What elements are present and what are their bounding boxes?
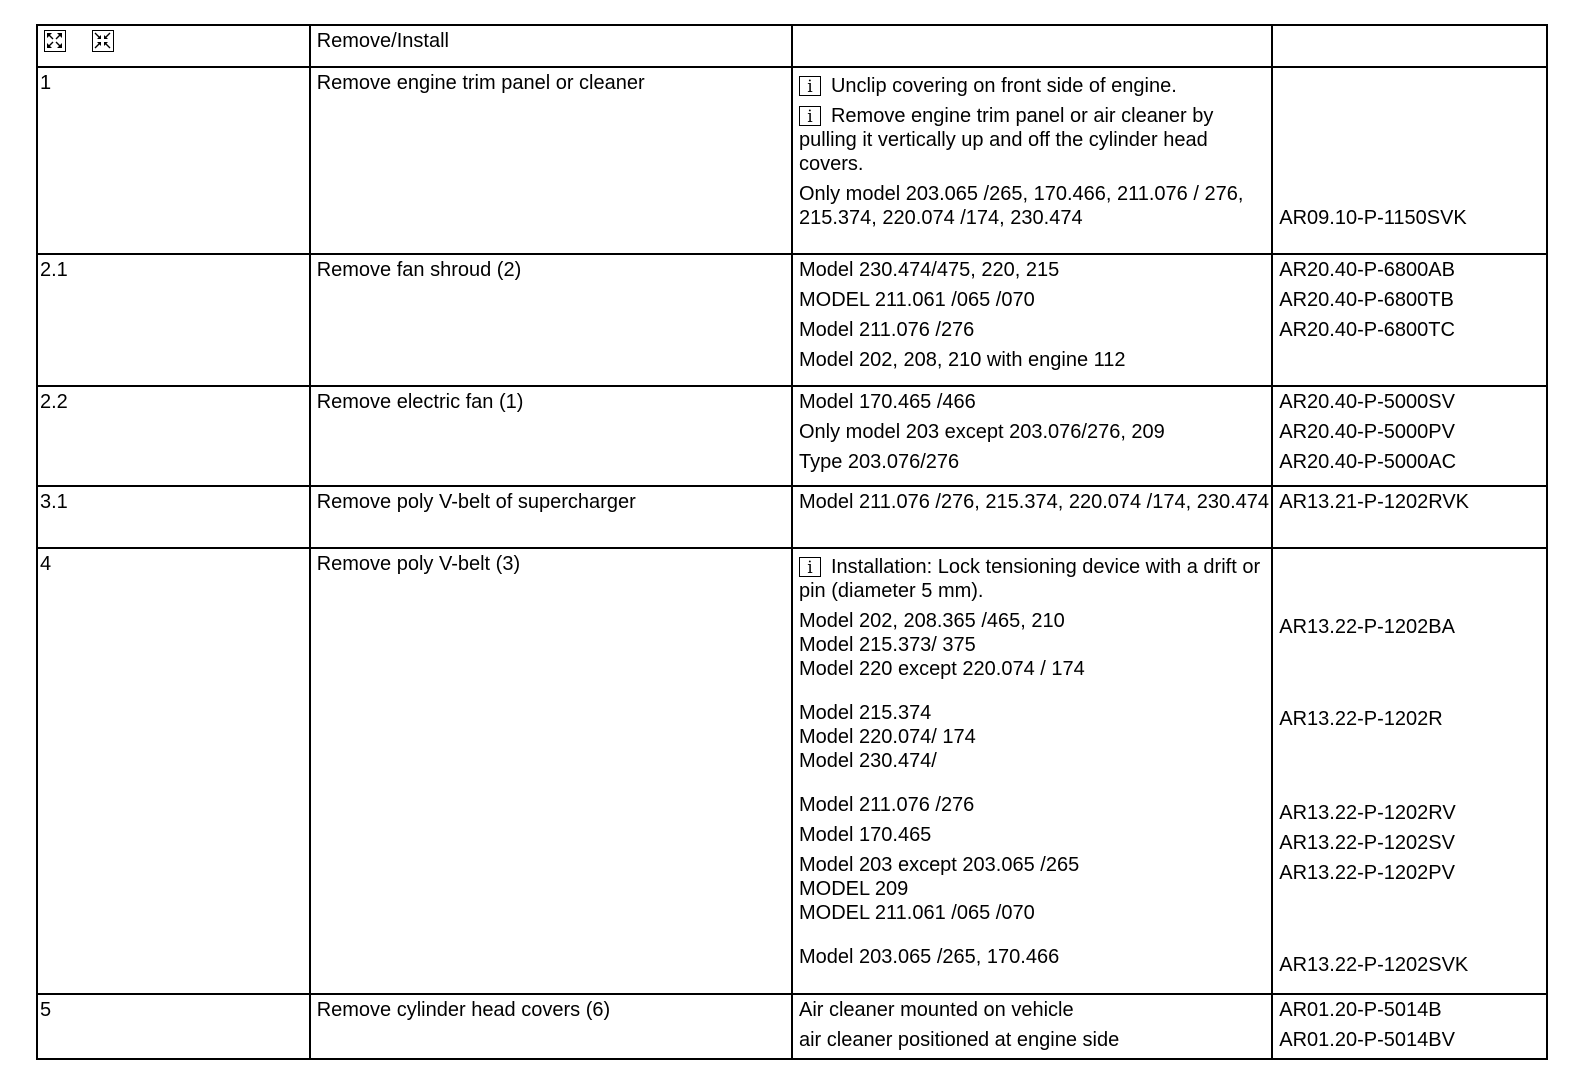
reference-link[interactable]: AR13.22-P-1202SV [1279, 832, 1455, 854]
operation-text: Remove electric fan (1) [316, 391, 524, 413]
reference-link[interactable]: AR13.22-P-1202PV [1279, 862, 1455, 884]
note-text: air cleaner positioned at engine side [798, 1029, 1120, 1051]
collapse-icon[interactable] [92, 30, 114, 52]
info-note: i Unclip covering on front side of engine. [799, 74, 1271, 98]
reference-link[interactable]: AR20.40-P-6800TC [1279, 319, 1455, 341]
table-row [37, 67, 1547, 254]
step-number: 3.1 [40, 491, 68, 513]
reference-link[interactable]: AR20.40-P-6800TB [1279, 289, 1454, 311]
note-text: Air cleaner mounted on vehicle [798, 999, 1074, 1021]
reference-link[interactable]: AR01.20-P-5014BV [1279, 1029, 1455, 1051]
info-note: i Remove engine trim panel or air cleaner by pulling it vertically up and off the cylinder head covers. [798, 105, 1214, 175]
reference-link[interactable]: AR13.21-P-1202RVK [1279, 491, 1469, 513]
note-text: Model 170.465 /466 [798, 391, 976, 413]
note-text: Model 203.065 /265, 170.466 [798, 946, 1060, 968]
step-number: 2.2 [40, 391, 68, 413]
header-title-cell [310, 25, 792, 67]
header-empty-cell [1272, 25, 1547, 67]
reference-link[interactable]: AR20.40-P-5000PV [1279, 421, 1455, 443]
table-row [37, 486, 1547, 548]
info-icon[interactable]: i [799, 76, 821, 96]
reference-link[interactable]: AR09.10-P-1150SVK [1279, 207, 1467, 229]
info-icon[interactable]: i [799, 557, 821, 577]
reference-link[interactable]: AR13.22-P-1202BA [1279, 616, 1455, 638]
note-text: MODEL 211.061 /065 /070 [798, 289, 1035, 311]
table-row [37, 994, 1547, 1059]
reference-link[interactable]: AR13.22-P-1202SVK [1279, 954, 1469, 976]
reference-link[interactable]: AR13.22-P-1202R [1279, 708, 1443, 730]
procedure-table [36, 24, 1548, 1060]
table-row [37, 386, 1547, 486]
header-icons-cell [37, 25, 310, 67]
table-header-row [37, 25, 1547, 67]
step-number: 1 [40, 72, 52, 94]
note-text: Model 170.465 [798, 824, 932, 846]
table-row [37, 254, 1547, 386]
note-text: Model 211.076 /276, 215.374, 220.074 /174, 230.474 [798, 491, 1270, 513]
note-text: Model 202, 208.365 /465, 210 Model 215.373/ 375 Model 220 except 220.074 / 174 [798, 610, 1085, 680]
operation-text: Remove poly V-belt of supercharger [316, 491, 636, 513]
note-text: Only model 203.065 /265, 170.466, 211.076 / 276, 215.374, 220.074 /174, 230.474 [798, 183, 1244, 229]
operation-text: Remove cylinder head covers (6) [316, 999, 611, 1021]
operation-text: Remove engine trim panel or cleaner [316, 72, 645, 94]
note-text: Model 211.076 /276 [798, 794, 975, 816]
expand-icon[interactable] [44, 30, 66, 52]
reference-link[interactable]: AR13.22-P-1202RV [1279, 802, 1456, 824]
note-text: Model 230.474/475, 220, 215 [798, 259, 1060, 281]
note-text: Model 211.076 /276 [798, 319, 975, 341]
step-number: 2.1 [40, 259, 68, 281]
step-number: 5 [40, 999, 52, 1021]
reference-link[interactable]: AR20.40-P-5000AC [1279, 451, 1457, 473]
reference-link[interactable]: AR01.20-P-5014B [1279, 999, 1442, 1021]
operation-text: Remove poly V-belt (3) [316, 553, 521, 575]
reference-link[interactable]: AR20.40-P-6800AB [1279, 259, 1455, 281]
table-row [37, 548, 1547, 994]
header-title: Remove/Install [316, 30, 449, 52]
note-text: Only model 203 except 203.076/276, 209 [798, 421, 1165, 443]
step-number: 4 [40, 553, 52, 575]
operation-text: Remove fan shroud (2) [316, 259, 522, 281]
info-icon[interactable]: i [799, 106, 821, 126]
note-text: Model 203 except 203.065 /265 MODEL 209 MODEL 211.061 /065 /070 [798, 854, 1080, 924]
info-note: i Installation: Lock tensioning device with a drift or pin (diameter 5 mm). [798, 556, 1261, 602]
note-text: Model 202, 208, 210 with engine 112 [798, 349, 1126, 371]
note-text: Model 215.374 Model 220.074/ 174 Model 230.474/ [798, 702, 976, 772]
reference-link[interactable]: AR20.40-P-5000SV [1279, 391, 1455, 413]
note-text: Type 203.076/276 [798, 451, 960, 473]
header-empty-cell [792, 25, 1272, 67]
